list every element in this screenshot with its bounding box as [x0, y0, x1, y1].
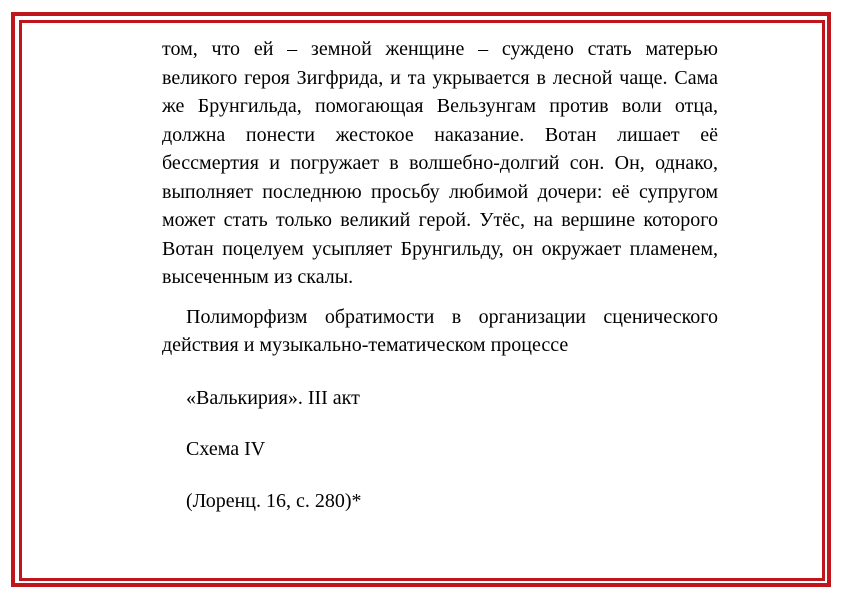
body-paragraph-1: том, что ей – земной женщине – суждено стать матерью великого героя Зигфрида, и та укрывается в лесной чаще. Сама же Брунгильда, помогающая Вельзунгам против воли отца, должна понести жестокое наказание. Вотан лишает её бессмертия и погружает в волшебно-долгий сон. Он, однако, выполняет последнюю просьбу любимой дочери: её супругом может стать только великий герой. Утёс, на вершине которого Вотан поцелуем усыпляет Брунгильду, он окружает пламенем, высеченным из скалы. [162, 38, 718, 288]
scheme-label-line: Схема IV [186, 438, 266, 460]
citation-line: (Лоренц. 16, с. 280)* [186, 489, 362, 512]
work-title-line: «Валькирия». III акт [186, 386, 360, 409]
body-paragraph-2: Полиморфизм обратимости в организации сценического действия и музыкально-тематическом процессе [162, 305, 718, 356]
slide-text-content [162, 35, 718, 515]
